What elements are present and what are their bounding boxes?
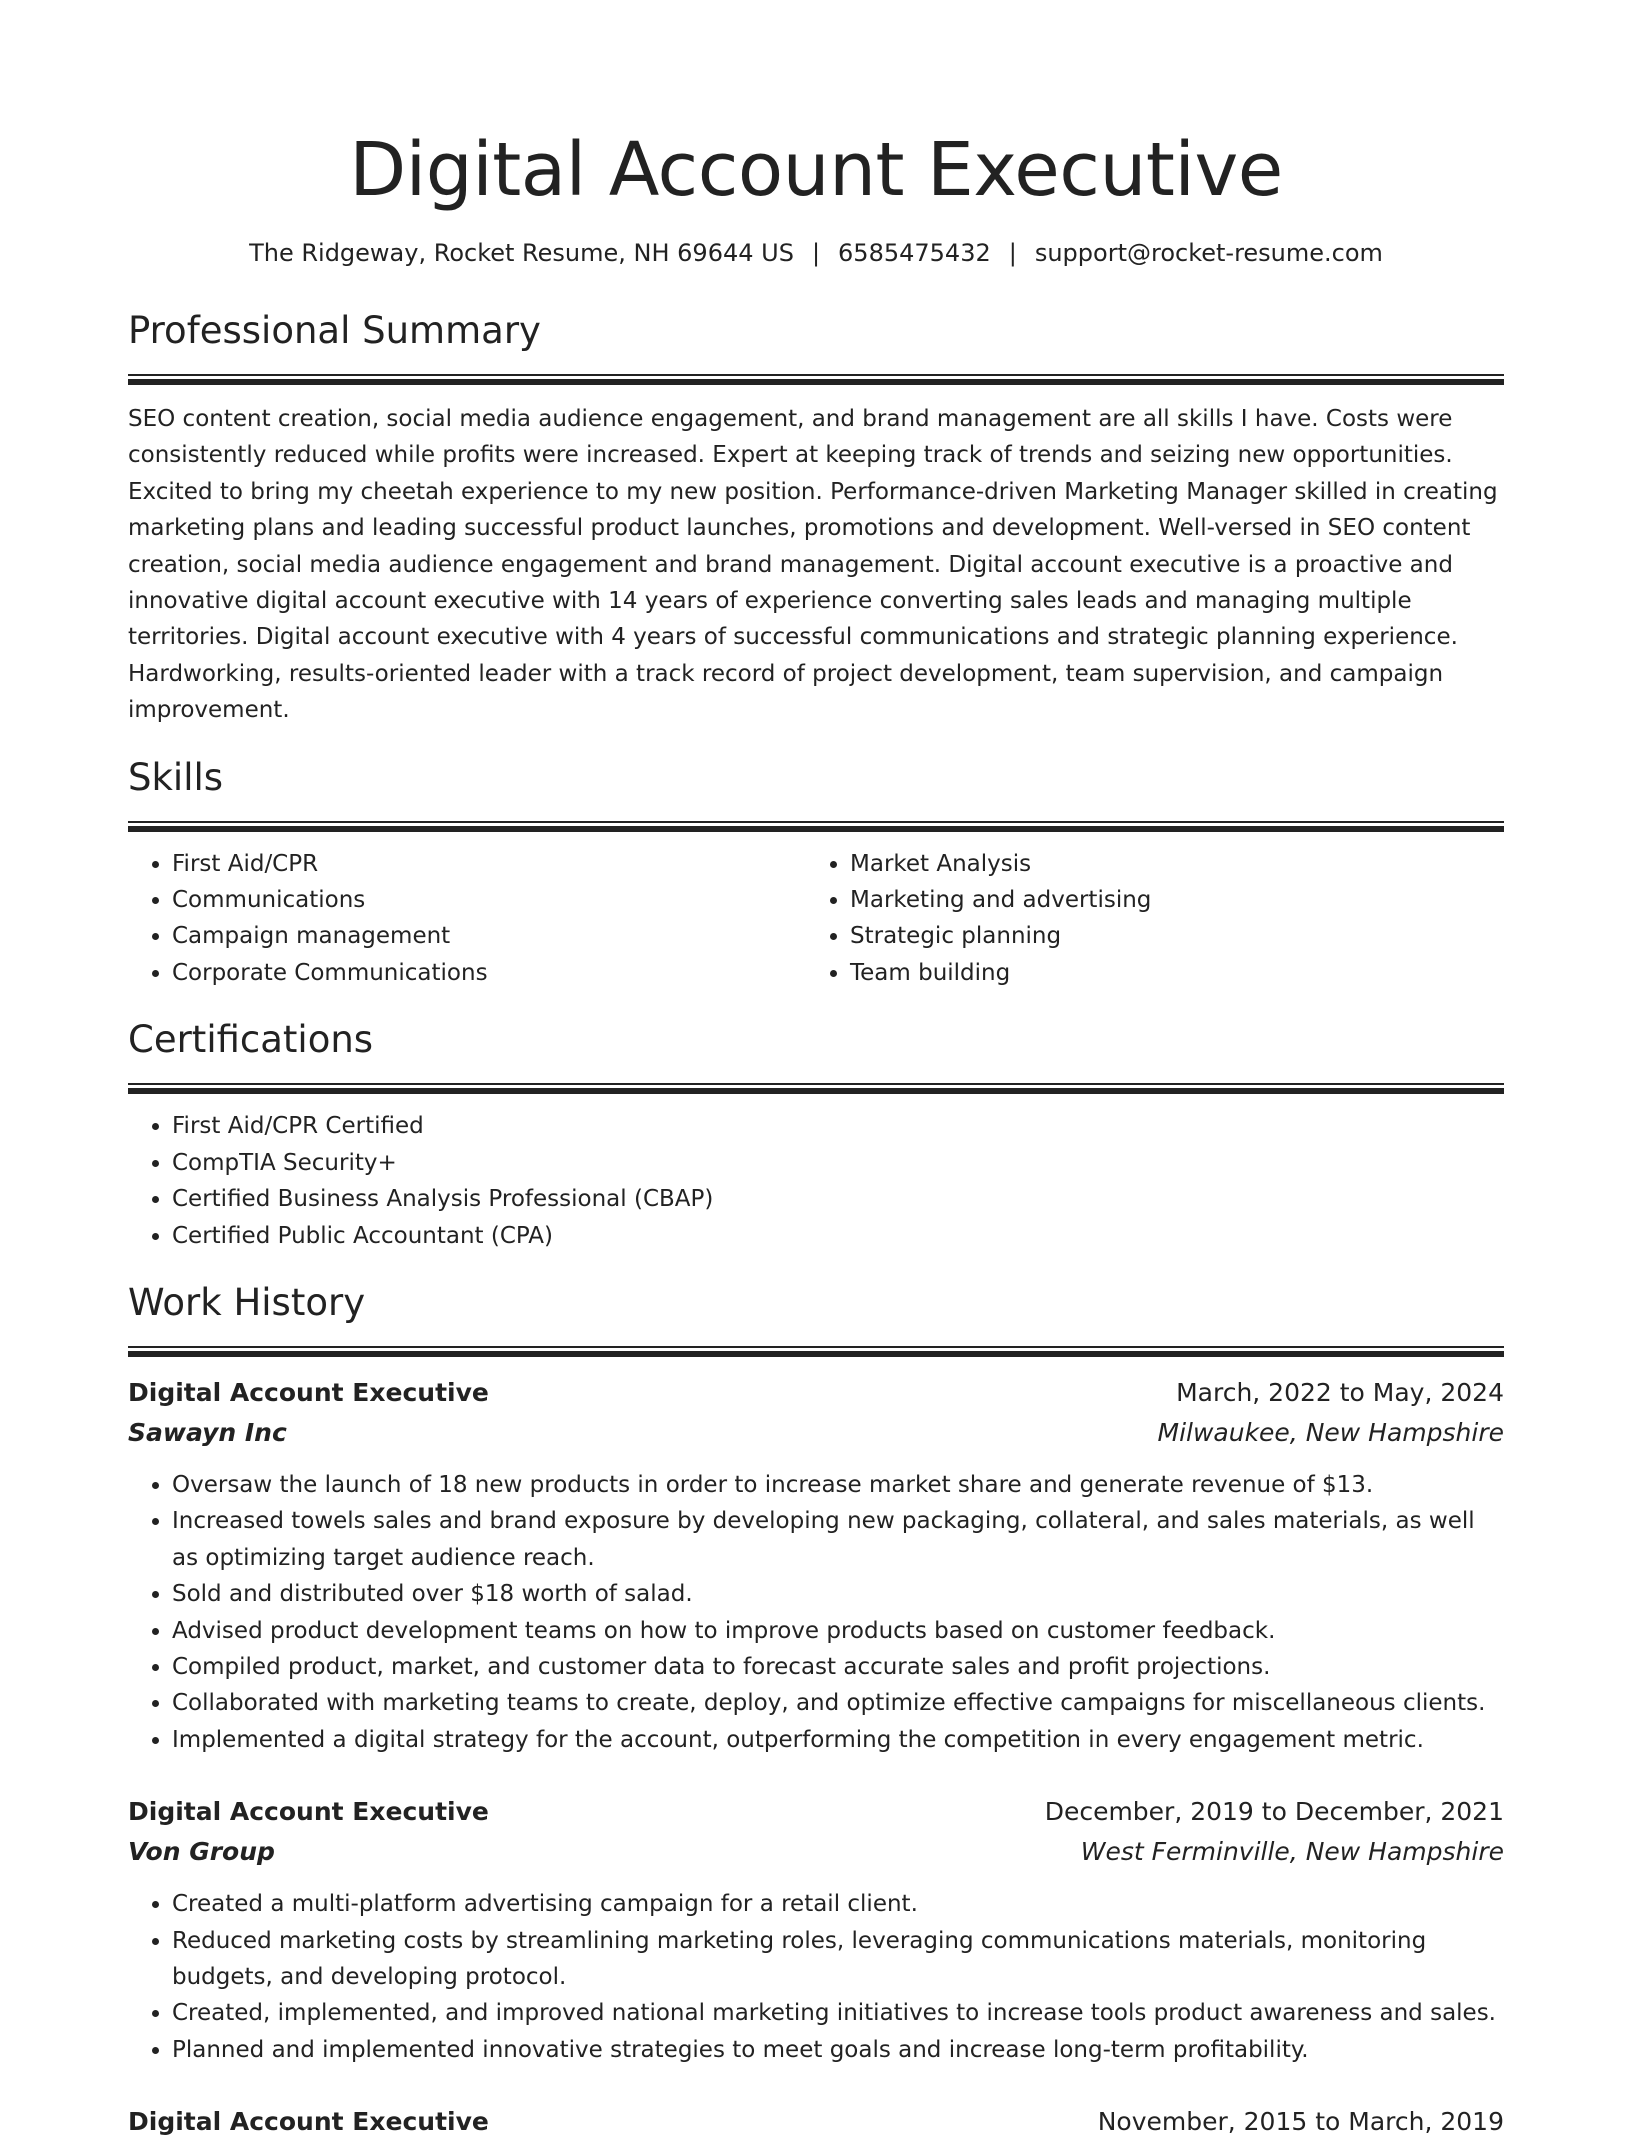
section-divider xyxy=(128,1083,1504,1094)
job-company: Von Group xyxy=(128,1837,275,1867)
job-location: Milwaukee, New Hampshire xyxy=(1157,1417,1504,1447)
certifications-list xyxy=(128,1108,1504,1254)
resume-name: Digital Account Executive xyxy=(349,127,1283,213)
job-entry xyxy=(128,2102,1504,2142)
skill-item: • Communications xyxy=(172,882,806,918)
job-duty: • Oversaw the launch of 18 new products in order to increase market share and generate revenue of $13. xyxy=(172,1467,1504,1503)
skills-list-left xyxy=(128,846,806,992)
skill-item: • Campaign management xyxy=(172,918,806,954)
certification-item: • Certified Public Accountant (CPA) xyxy=(172,1218,1504,1254)
job-company: Sawayn Inc xyxy=(128,1417,287,1447)
contact-address: The Ridgeway, Rocket Resume, NH 69644 US xyxy=(249,239,794,267)
skills-list-right xyxy=(806,846,1484,992)
section-title-skills: Skills xyxy=(128,755,224,799)
skill-item: • First Aid/CPR xyxy=(172,846,806,882)
section-divider xyxy=(128,1346,1504,1357)
job-duty: • Created a multi-platform advertising campaign for a retail client. xyxy=(172,1886,1504,1922)
section-divider xyxy=(128,821,1504,832)
skills-section xyxy=(128,753,1504,992)
certification-item: • First Aid/CPR Certified xyxy=(172,1108,1504,1144)
job-dates: March, 2022 to May, 2024 xyxy=(1176,1377,1504,1407)
certification-item: • CompTIA Security+ xyxy=(172,1145,1504,1181)
job-duty: • Advised product development teams on how to improve products based on customer feedback. xyxy=(172,1613,1504,1649)
job-duty: • Created, implemented, and improved national marketing initiatives to increase tools product awareness and sales. xyxy=(172,1995,1504,2031)
job-duty: • Implemented a digital strategy for the account, outperforming the competition in every engagement metric. xyxy=(172,1722,1504,1758)
contact-line xyxy=(128,236,1504,270)
job-title: Digital Account Executive xyxy=(128,1797,489,1827)
skill-item: • Team building xyxy=(850,955,1484,991)
job-header xyxy=(128,2102,1504,2142)
job-header xyxy=(128,1792,1504,1832)
job-title: Digital Account Executive xyxy=(128,1377,489,1407)
contact-separator: | xyxy=(1008,239,1017,267)
job-duties-list xyxy=(128,1467,1504,1758)
job-duty: • Sold and distributed over $18 worth of salad. xyxy=(172,1576,1504,1612)
job-duty: • Increased towels sales and brand exposure by developing new packaging, collateral, and sales materials, as well as optimizing target audience reach. xyxy=(172,1503,1504,1576)
section-title-work-history: Work History xyxy=(128,1280,366,1324)
skill-item: • Marketing and advertising xyxy=(850,882,1484,918)
job-duty: • Reduced marketing costs by streamlining marketing roles, leveraging communications materials, monitoring budgets, and developing protocol. xyxy=(172,1923,1504,1996)
job-dates: December, 2019 to December, 2021 xyxy=(1044,1797,1504,1827)
job-entry xyxy=(128,1373,1504,1758)
job-duty: • Planned and implemented innovative strategies to meet goals and increase long-term profitability. xyxy=(172,2032,1504,2068)
job-location: West Ferminville, New Hampshire xyxy=(1080,1837,1504,1867)
job-subheader xyxy=(128,1832,1504,1872)
contact-email: support@rocket-resume.com xyxy=(1034,239,1383,267)
job-subheader xyxy=(128,1413,1504,1453)
section-title-summary: Professional Summary xyxy=(128,309,541,352)
contact-phone: 6585475432 xyxy=(838,239,991,267)
summary-text: SEO content creation, social media audience engagement, and brand management are all skills I have. Costs were consistently reduced while profits were increased. Expert at keeping track of trends and seizing new opportunities. Excited to bring my cheetah experience to my new position. Performance-driven Marketing Manager skilled in creating marketing plans and leading successful product launches, promotions and development. Well-versed in SEO content creation, social media audience engagement and brand management. Digital account executive is a proactive and innovative digital account executive with 14 years of experience converting sales leads and managing multiple territories. Digital account executive with 4 years of successful communications and strategic planning experience. Hardworking, results-oriented leader with a track record of project development, team supervision, and campaign improvement. xyxy=(128,406,1498,724)
job-dates: November, 2015 to March, 2019 xyxy=(1097,2107,1504,2137)
certifications-section xyxy=(128,1015,1504,1254)
certification-item: • Certified Business Analysis Professional (CBAP) xyxy=(172,1181,1504,1217)
job-duties-list xyxy=(128,1886,1504,2068)
work-history-section xyxy=(128,1278,1504,2142)
contact-separator: | xyxy=(811,239,821,267)
resume-page xyxy=(128,0,1504,2142)
job-duty: • Compiled product, market, and customer data to forecast accurate sales and profit projections. xyxy=(172,1649,1504,1685)
job-entry xyxy=(128,1792,1504,2068)
skills-grid xyxy=(128,846,1504,992)
summary-section xyxy=(128,306,1504,729)
skill-item: • Strategic planning xyxy=(850,918,1484,954)
section-divider xyxy=(128,374,1504,385)
job-title: Digital Account Executive xyxy=(128,2107,489,2137)
skill-item: • Market Analysis xyxy=(850,846,1484,882)
section-title-certifications: Certifications xyxy=(128,1018,374,1062)
job-header xyxy=(128,1373,1504,1413)
skill-item: • Corporate Communications xyxy=(172,955,806,991)
job-duty: • Collaborated with marketing teams to create, deploy, and optimize effective campaigns for miscellaneous clients. xyxy=(172,1685,1504,1721)
